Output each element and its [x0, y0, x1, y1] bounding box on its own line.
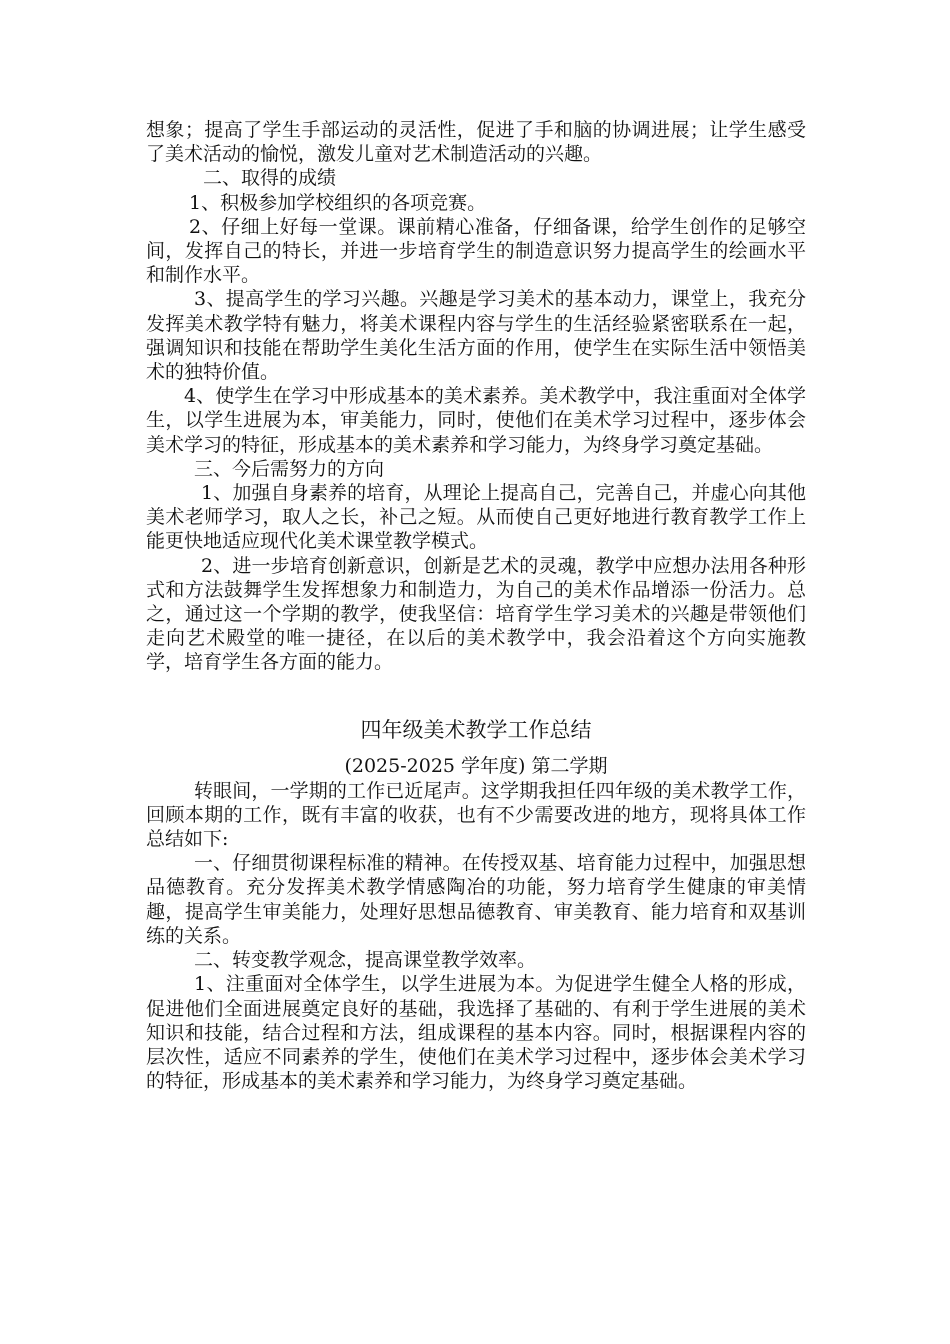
achievement-item-4: 4、使学生在学习中形成基本的美术素养。美术教学中，我注重面对全体学生，以学生进展为本，审美能力，同时，使他们在美术学习过程中，逐步体会美术学习的特征，形成基本的美术素养和学习能力，为终身学习奠定基础。 — [146, 385, 806, 456]
paragraph-all-students: 1、注重面对全体学生，以学生进展为本。为促进学生健全人格的形成，促进他们全面进展奠定良好的基础，我选择了基础的、有利于学生进展的美术知识和技能，结合过程和方法，组成课程的基本内容。同时，根据课程内容的层次性，适应不同素养的学生，使他们在美术学习过程中，逐步体会美术学习的特征，形成基本的美术素养和学习能力，为终身学习奠定基础。 — [146, 973, 806, 1093]
paragraph-teaching-concept: 二、转变教学观念，提高课堂教学效率。 — [194, 949, 537, 972]
achievement-item-3: 3、提高学生的学习兴趣。兴趣是学习美术的基本动力，课堂上，我充分发挥美术教学特有魅力，将美术课程内容与学生的生活经验紧密联系在一起，强调知识和技能在帮助学生美化生活方面的作用，使学生在实际生活中领悟美术的独特价值。 — [146, 288, 806, 384]
heading-achievements: 二、取得的成绩 — [203, 167, 337, 190]
intro-paragraph: 转眼间，一学期的工作已近尾声。这学期我担任四年级的美术教学工作，回顾本期的工作，既有丰富的收获，也有不少需要改进的地方，现将具体工作总结如下: — [146, 779, 806, 851]
paragraph-continued: 想象；提高了学生手部运动的灵活性，促进了手和脑的协调进展；让学生感受了美术活动的愉悦，激发儿童对艺术制造活动的兴趣。 — [146, 119, 806, 166]
achievement-item-2: 2、仔细上好每一堂课。课前精心准备，仔细备课，给学生创作的足够空间，发挥自己的特长，并进一步培育学生的制造意识努力提高学生的绘画水平和制作水平。 — [146, 215, 806, 287]
future-item-2: 2、进一步培育创新意识，创新是艺术的灵魂，教学中应想办法用各种形式和方法鼓舞学生发挥想象力和制造力，为自己的美术作品增添一份活力。总之，通过这一个学期的教学，使我坚信：培育学生学习美术的兴趣是带领他们走向艺术殿堂的唯一捷径，在以后的美术教学中，我会沿着这个方向实施教学，培育学生各方面的能力。 — [146, 554, 806, 674]
heading-future-direction: 三、今后需努力的方向 — [194, 457, 385, 480]
achievement-item-1: 1、积极参加学校组织的各项竞赛。 — [189, 191, 487, 214]
future-item-1: 1、加强自身素养的培育，从理论上提高自己，完善自己，并虚心向其他美术老师学习，取人之长，补己之短。从而使自己更好地进行教育教学工作上 能更快地适应现代化美术课堂教学模式。 — [146, 482, 806, 553]
document-page — [146, 118, 806, 1093]
document-subtitle: (2025-2025 学年度) 第二学期 — [344, 754, 608, 777]
paragraph-curriculum: 一、仔细贯彻课程标准的精神。在传授双基、培育能力过程中，加强思想品德教育。充分发挥美术教学情感陶冶的功能，努力培育学生健康的审美情趣，提高学生审美能力，处理好思想品德教育、审美教育、能力培育和双基训练的关系。 — [146, 852, 806, 947]
document-title: 四年级美术教学工作总结 — [360, 717, 592, 742]
